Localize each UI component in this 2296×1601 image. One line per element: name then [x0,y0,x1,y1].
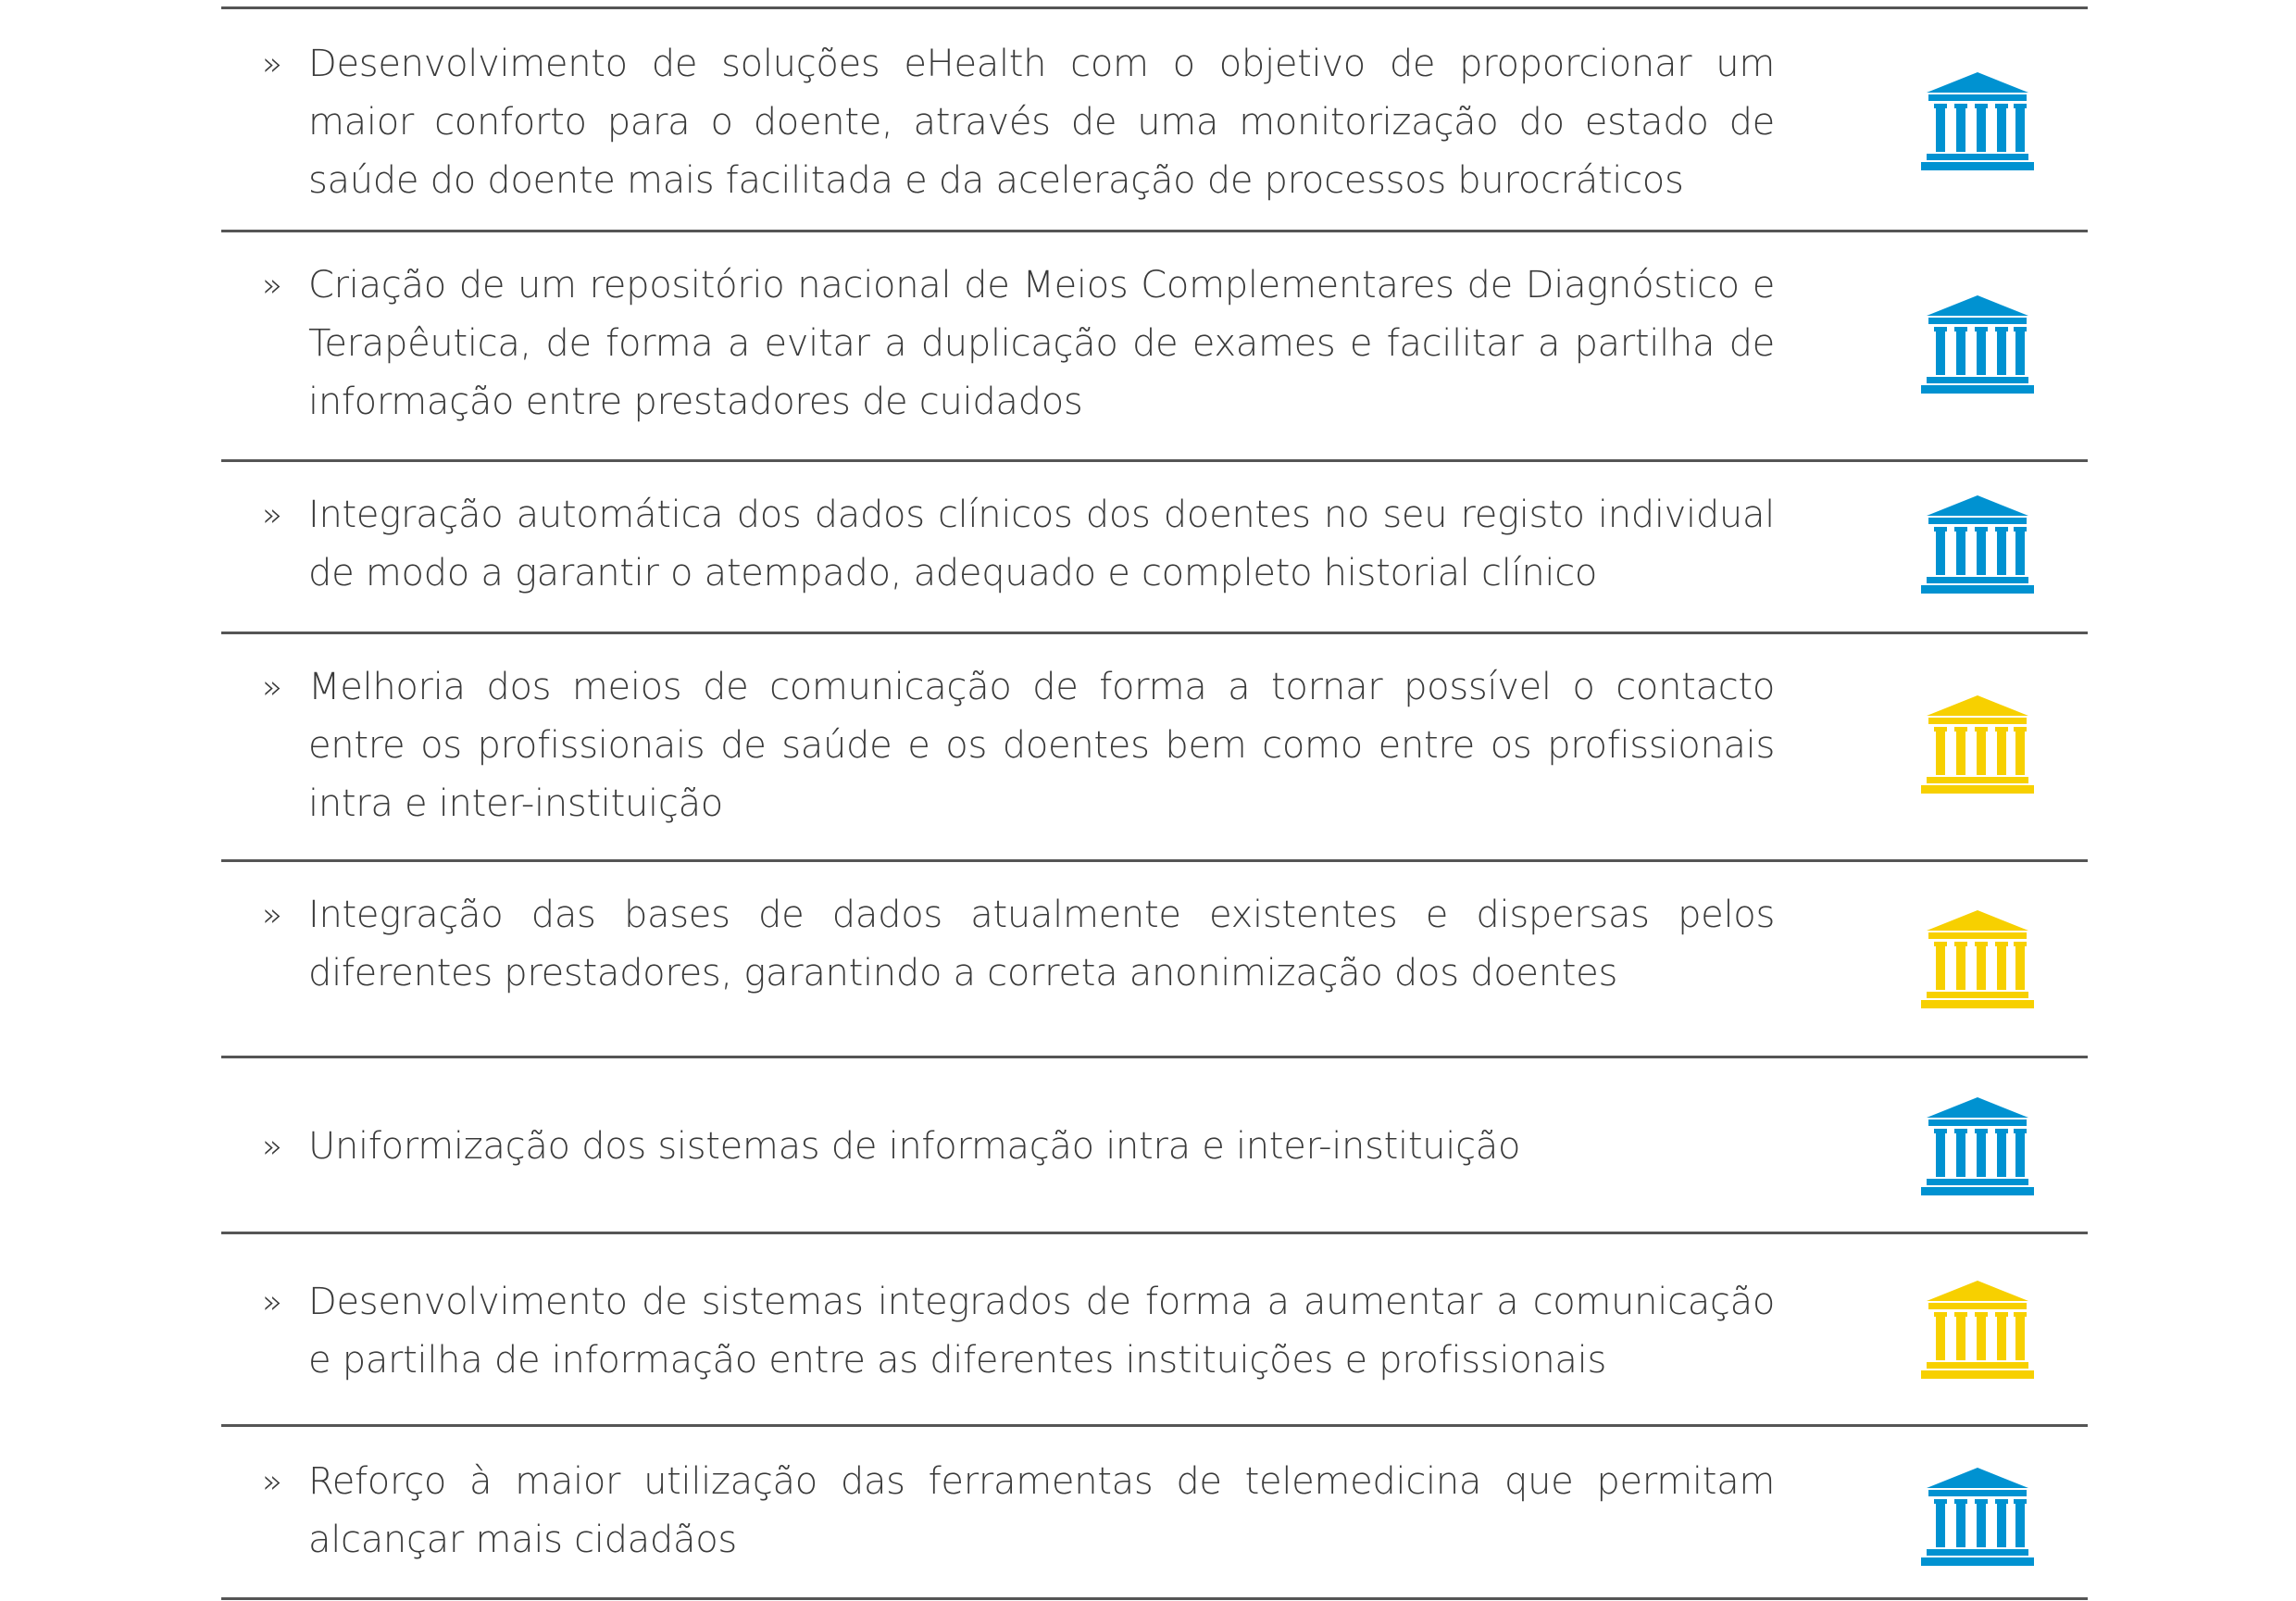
institution-building-icon [1919,910,2036,1010]
bullet-marker: » [262,896,283,934]
list-item-text: Uniformização dos sistemas de informação intra e inter-instituição [308,1125,1521,1168]
bullet-marker: » [262,45,283,83]
list-item-text: Reforço à maior utilização das ferramentas de telemedicina que permitam alcançar mais cidadãos [308,1460,1775,1561]
list-item-text: Melhoria dos meios de comunicação de forma a tornar possível o contacto entre os profissionais de saúde e os doentes bem como entre os profissionais intra e inter-instituição [308,666,1775,825]
institution-building-icon [1919,495,2036,595]
list-item-text: Criação de um repositório nacional de Meios Complementares de Diagnóstico e Terapêutica, de forma a evitar a duplicação de exames e facilitar a partilha de informação entre prestadores de cuidados [308,264,1775,423]
bullet-marker: » [262,496,283,534]
institution-building-icon [1919,695,2036,795]
institution-building-icon [1919,72,2036,172]
list-item-text: Integração automática dos dados clínicos dos doentes no seu registo individual de modo a garantir o atempado, adequado e completo historial clínico [308,494,1775,594]
list-item [221,1058,2088,1234]
institution-building-icon [1919,1281,2036,1381]
list-item-text: Desenvolvimento de sistemas integrados de forma a aumentar a comunicação e partilha de informação entre as diferentes instituições e profissionais [308,1281,1775,1382]
bullet-marker: » [262,669,283,707]
list-item-text: Desenvolvimento de soluções eHealth com o objetivo de proporcionar um maior conforto para o doente, através de uma monitorização do estado de saúde do doente mais facilitada e da aceleração de processos burocráticos [308,43,1775,202]
bullet-marker: » [262,267,283,305]
institution-building-icon [1919,295,2036,395]
institution-building-icon [1919,1468,2036,1568]
list-item [221,232,2088,462]
bullet-marker: » [262,1283,283,1321]
list-item [221,862,2088,1058]
list-item [221,462,2088,634]
list-item [221,1427,2088,1600]
list-item-text: Integração das bases de dados atualmente existentes e dispersas pelos diferentes prestadores, garantindo a correta anonimização dos doentes [308,894,1775,994]
institution-building-icon [1919,1097,2036,1197]
bullet-marker: » [262,1128,283,1166]
list-item [221,634,2088,862]
list-item [221,9,2088,232]
bullet-marker: » [262,1463,283,1501]
list-item [221,1234,2088,1427]
